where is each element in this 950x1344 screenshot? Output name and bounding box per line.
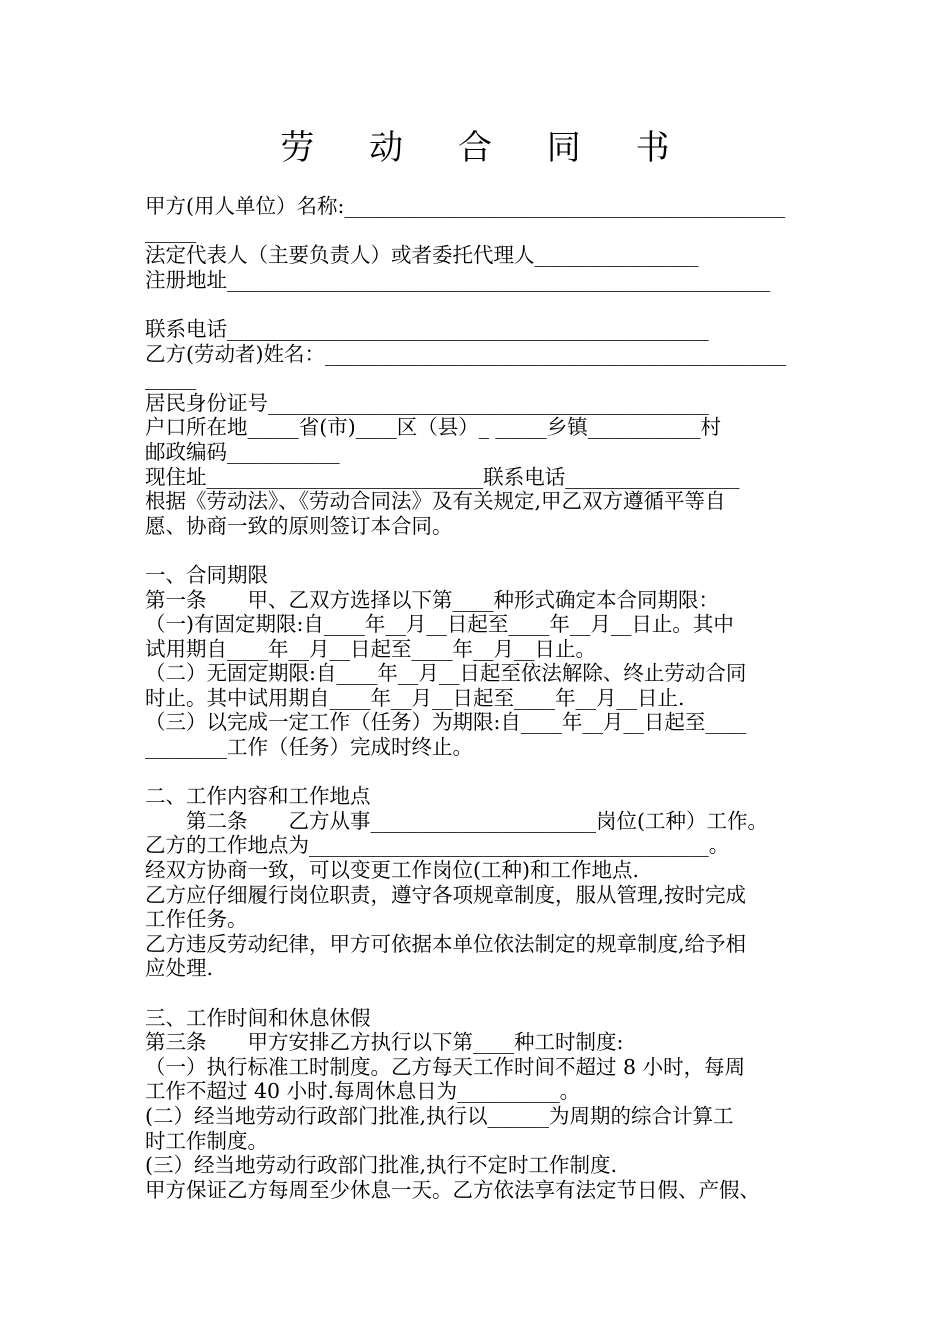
text-line: 时止。其中试用期自____年__月__日起至____年__月__日止.	[145, 685, 685, 710]
text-line: _____	[145, 218, 197, 243]
text-line: 乙方违反劳动纪律，甲方可依据本单位依法制定的规章制度,给予相	[145, 931, 747, 956]
text-line: 应处理.	[145, 956, 214, 981]
text-line: （二）无固定期限:自____年__月__日起至依法解除、终止劳动合同	[145, 661, 747, 686]
text-line: 注册地址_____________________________________________________	[145, 267, 771, 292]
text-line: 经双方协商一致，可以变更工作岗位(工种)和工作地点.	[145, 858, 640, 883]
text-line: 现住址___________________________联系电话_________________	[145, 464, 740, 489]
text-line: 乙方应仔细履行岗位职责，遵守各项规章制度，服从管理,按时完成	[145, 882, 747, 907]
text-line: 乙方的工作地点为_______________________________________。	[145, 833, 730, 858]
text-line: 甲方(用人单位）名称:___________________________________________	[145, 194, 786, 218]
blank-line	[145, 760, 805, 785]
text-line: （一)有固定期限:自____年__月__日起至____年__月__日止。其中	[145, 612, 734, 637]
text-line: 根据《劳动法》、《劳动合同法》及有关规定,甲乙双方遵循平等自	[145, 489, 726, 514]
document-body	[145, 194, 805, 1202]
blank-line	[145, 292, 805, 317]
text-line: (二）经当地劳动行政部门批准,执行以______为周期的综合计算工	[145, 1103, 734, 1128]
text-line: 三、工作时间和休息休假	[145, 1005, 371, 1030]
text-line: 工作任务。	[145, 907, 248, 932]
text-line: 试用期自____年__月__日起至____年__月__日止。	[145, 636, 596, 661]
text-line: 二、工作内容和工作地点	[145, 784, 371, 809]
blank-line	[145, 981, 805, 1006]
document-title: 劳 动 合 同 书	[280, 128, 692, 168]
text-line: 户口所在地_____省(市)____区（县）_ _____乡镇___________村	[145, 415, 722, 440]
text-line: 甲方保证乙方每周至少休息一天。乙方依法享有法定节日假、产假、	[145, 1177, 760, 1202]
text-line: 第二条 乙方从事______________________岗位(工种）工作。	[145, 808, 768, 833]
text-line: 工作不超过 40 小时.每周休息日为__________。	[145, 1079, 581, 1104]
text-line: 时工作制度。	[145, 1128, 268, 1153]
text-line: ________工作（任务）完成时终止。	[145, 735, 473, 760]
text-line: 邮政编码___________	[145, 439, 340, 464]
text-line: （一）执行标准工时制度。乙方每天工作时间不超过 8 小时，每周	[145, 1054, 746, 1079]
text-line: 第一条 甲、乙双方选择以下第____种形式确定本合同期限：	[145, 587, 719, 612]
text-line: 联系电话_______________________________________________	[145, 316, 709, 341]
text-line: 愿、协商一致的原则签订本合同。	[145, 513, 453, 538]
text-line: 第三条 甲方安排乙方执行以下第____种工时制度:	[145, 1030, 624, 1055]
text-line: 一、合同期限	[145, 562, 268, 587]
text-line: 法定代表人（主要负责人）或者委托代理人________________	[145, 243, 699, 268]
blank-line	[145, 538, 805, 563]
text-line: 居民身份证号___________________________________________	[145, 390, 709, 415]
text-line: (三）经当地劳动行政部门批准,执行不定时工作制度.	[145, 1153, 618, 1178]
text-line: _____	[145, 366, 197, 391]
text-line: 乙方(劳动者)姓名：_____________________________________________	[145, 341, 787, 366]
text-line: （三）以完成一定工作（任务）为期限:自____年__月__日起至____	[145, 710, 747, 735]
